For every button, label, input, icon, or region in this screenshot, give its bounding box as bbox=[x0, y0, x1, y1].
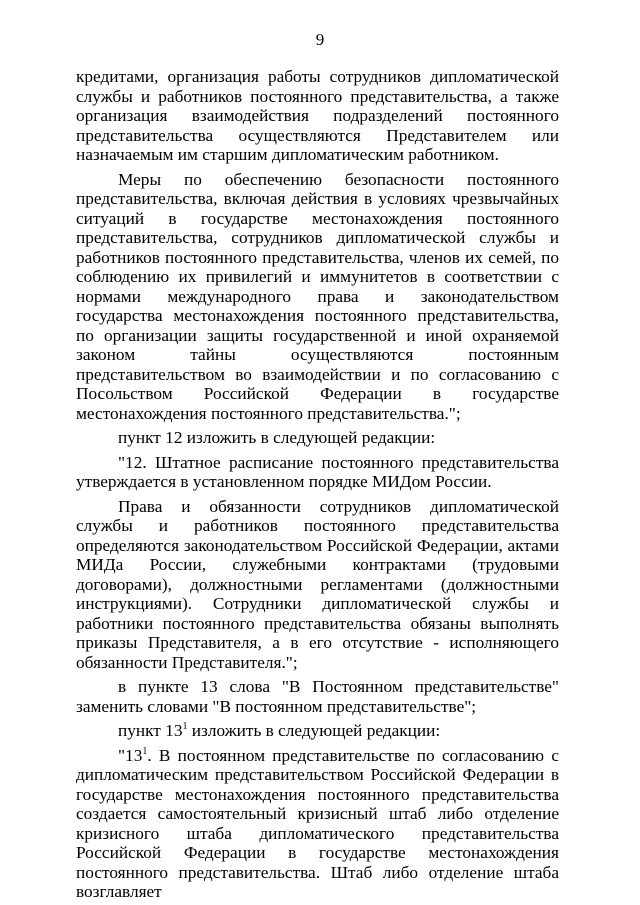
paragraph-text: "13 bbox=[118, 745, 143, 765]
paragraph bbox=[76, 721, 559, 741]
superscript: 1 bbox=[182, 721, 188, 732]
paragraph bbox=[76, 746, 559, 902]
page-number: 9 bbox=[315, 30, 325, 49]
paragraph-text: . В постоянном представительстве по согласованию с дипломатическим представительством Российской Федерации в государстве местонахождения постоянного представительства создается самостоятельный кризисный штаб либо отделение кризисного штаба дипломатического представительства Российской Федерации в государстве местонахождения постоянного представительства. Штаб либо отделение штаба возглавляет bbox=[76, 745, 559, 901]
paragraph: пункт 12 изложить в следующей редакции: bbox=[118, 428, 436, 447]
paragraph: в пункте 13 слова "В Постоянном представительстве" заменить словами "В постоянном представительстве"; bbox=[76, 677, 559, 716]
paragraph: "12. Штатное расписание постоянного представительства утверждается в установленном порядке МИДом России. bbox=[76, 452, 559, 491]
paragraph: кредитами, организация работы сотрудников дипломатической службы и работников постоянного представительства, а также организация взаимодействия подразделений постоянного представительства осуществляются Представителем или назначаемым им старшим дипломатическим работником. bbox=[76, 67, 559, 164]
superscript: 1 bbox=[142, 745, 148, 757]
paragraph: Меры по обеспечению безопасности постоянного представительства, включая действия в условиях чрезвычайных ситуаций в государстве местонахождения постоянного представительства, сотрудников дипломатической службы и работников постоянного представительства, членов их семей, по соблюдению их привилегий и иммунитетов в соответствии с нормами международного права и законодательством государства местонахождения постоянного представительства, по организации защиты государственной и иной охраняемой законом тайны осуществляются постоянным представительством во взаимодействии и по согласованию с Посольством Российской Федерации в государстве местонахождения постоянного представительства."; bbox=[76, 169, 559, 423]
paragraph: Права и обязанности сотрудников дипломатической службы и работников постоянного представительства определяются законодательством Российской Федерации, актами МИДа России, служебными контрактами (трудовыми договорами), должностными регламентами (должностными инструкциями). Сотрудники дипломатической службы и работники постоянного представительства обязаны выполнять приказы Представителя, а в его отсутствие - исполняющего обязанности Представителя."; bbox=[76, 496, 559, 672]
paragraph-text: изложить в следующей редакции: bbox=[187, 721, 441, 740]
paragraph-text: пункт 13 bbox=[118, 721, 183, 740]
document-body bbox=[76, 67, 559, 902]
